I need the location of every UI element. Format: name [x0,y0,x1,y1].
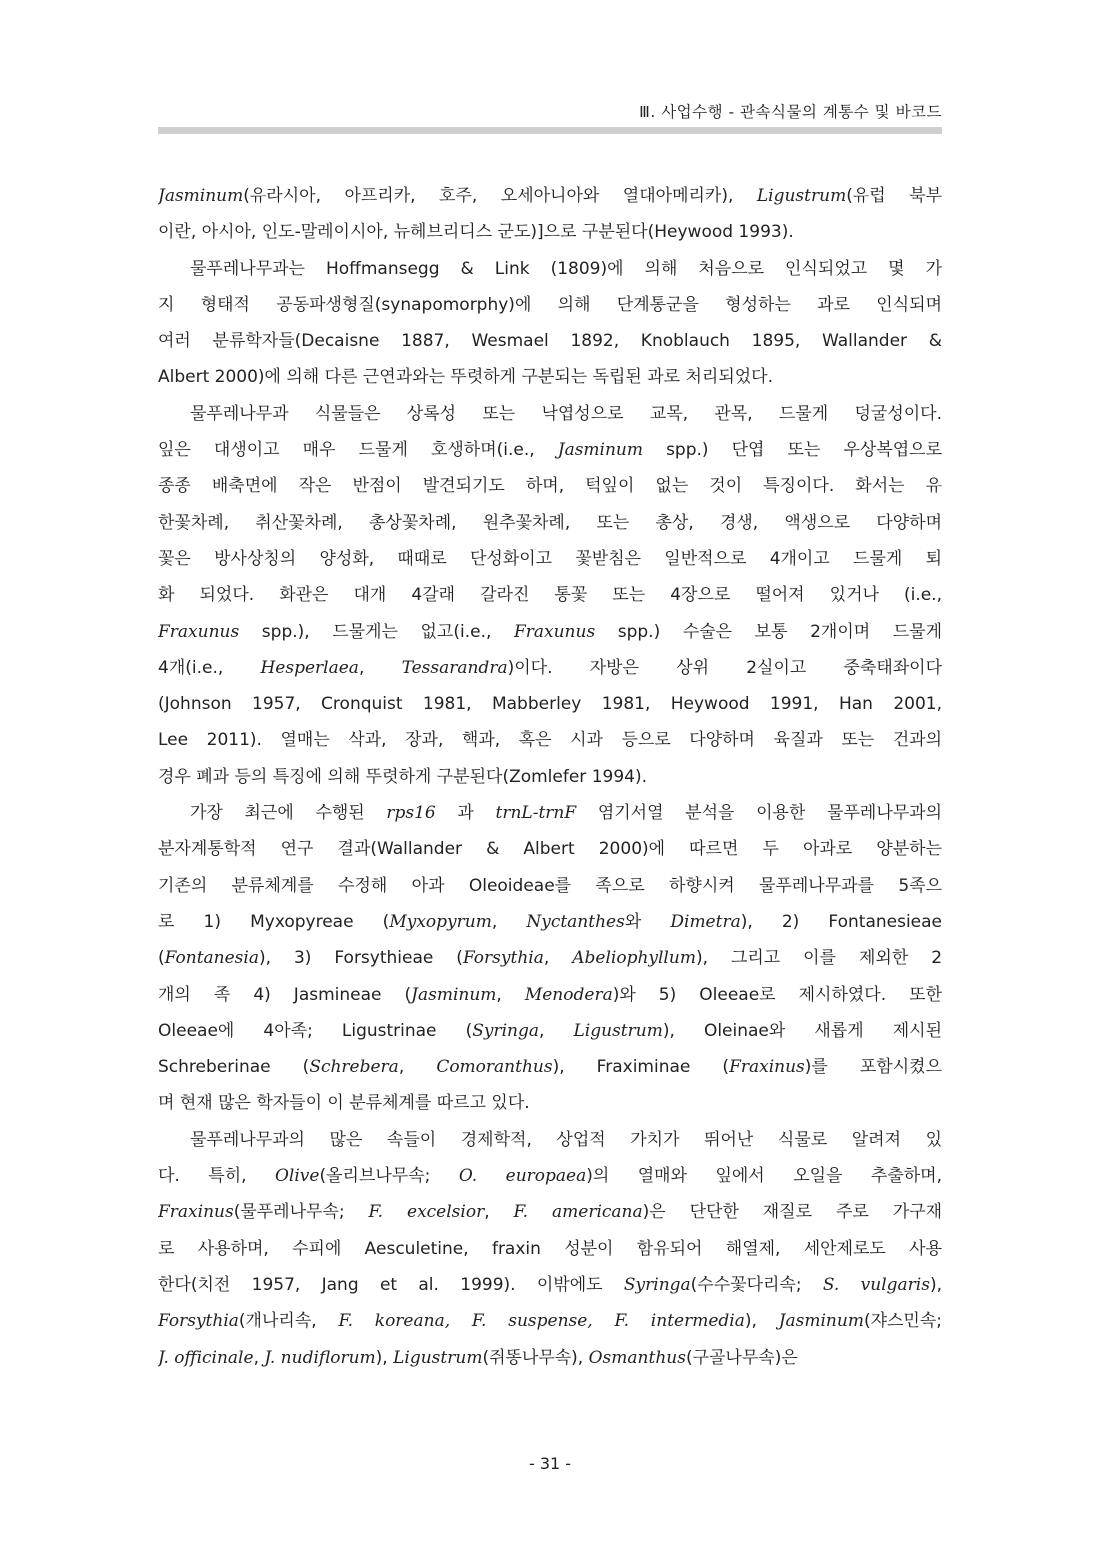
text-run: 이란, 아시아, 인도-말레이시아, 뉴헤브리디스 군도)]으로 구분된다(Heywood 1993). [158,222,794,243]
text-run: Oleeae에 4아족; Ligustrinae ( [158,1020,473,1041]
italic-taxon: Abeliophyllum [572,948,696,969]
text-line [158,1049,942,1085]
paragraph [158,251,942,396]
text-line [158,323,942,359]
text-run: ), 2) Fontanesieae [740,911,942,932]
text-line [158,1085,942,1121]
text-run: 며 현재 많은 학자들이 이 분류체계를 따르고 있다. [158,1093,530,1114]
text-run: , [496,984,525,1005]
italic-taxon: Jasminum [557,440,643,461]
text-run: 4개(i.e., [158,657,261,678]
text-line [158,287,942,323]
italic-taxon: Fraxinus [158,1202,234,1223]
text-line [158,904,942,940]
text-run: Schreberinae ( [158,1057,310,1078]
text-run: 물푸레나무과 식물들은 상록성 또는 낙엽성으로 교목, 관목, 드물게 덩굴성이다. [190,403,942,424]
text-run: ), 3) Forsythieae ( [258,948,463,969]
text-run: 꽃은 방사상칭의 양성화, 때때로 단성화이고 꽃받침은 일반적으로 4개이고 드물게 퇴 [158,548,942,569]
text-run: 와 [624,911,671,932]
italic-taxon: O. europaea [458,1166,587,1187]
text-run: )와 5) Oleeae로 제시하였다. 또한 [612,984,942,1005]
text-run: (수수꽃다리속; [690,1274,823,1295]
text-run: 물푸레나무과의 많은 속들이 경제학적, 상업적 가치가 뛰어난 식물로 알려져 있 [190,1129,942,1150]
italic-taxon: Olive [275,1166,320,1187]
text-line [158,1340,942,1376]
text-run: ), Oleinae와 새롭게 제시된 [662,1020,942,1041]
text-run: ), [929,1274,942,1295]
text-run: , [539,1020,574,1041]
running-header: Ⅲ. 사업수행 - 관속식물의 계통수 및 바코드 [639,103,942,121]
text-run: 로 사용하며, 수피에 Aesculetine, fraxin 성분이 함유되어 해열제, 세안제로도 사용 [158,1238,942,1259]
text-line [158,686,942,722]
text-run: 개의 족 4) Jasmineae ( [158,984,412,1005]
text-run: ( [158,948,165,969]
text-run: 과 [435,803,496,824]
text-run: (유라시아, 아프리카, 호주, 오세아니아와 열대아메리카), [243,186,757,206]
italic-taxon: Fraxunus [513,621,596,642]
italic-taxon: Jasminum [158,186,244,206]
text-run: , [491,911,527,932]
italic-taxon: J. nudiflorum [264,1347,376,1368]
text-run: (개나리속, [238,1311,339,1332]
text-line [158,759,942,795]
italic-taxon: Comoranthus [436,1057,553,1078]
text-line [158,940,942,976]
text-line [158,1267,942,1303]
italic-taxon: Osmanthus [588,1347,686,1368]
italic-taxon: rps16 [386,803,436,824]
text-run: 로 1) Myxopyreae ( [158,911,390,932]
italic-taxon: F. koreana, F. suspense, F. intermedia [338,1311,745,1332]
paragraph [158,178,942,251]
page-number: - 31 - [528,1454,572,1473]
text-run: 다. 특히, [158,1166,275,1187]
text-run: 경우 폐과 등의 특징에 의해 뚜렷하게 구분된다(Zomlefer 1994). [158,766,647,787]
text-line [158,977,942,1013]
text-run: ), Fraximinae ( [552,1057,730,1078]
text-run: , [484,1202,514,1223]
italic-taxon: Schrebera [309,1057,399,1078]
text-run: )의 열매와 잎에서 오일을 추출하며, [586,1166,942,1187]
text-run: ), [744,1311,779,1332]
body-text [158,178,942,1376]
text-line [158,505,942,541]
text-run: Albert 2000)에 의해 다른 근연과와는 뚜렷하게 구분되는 독립된 과로 처리되었다. [158,367,774,388]
text-run: , [543,948,573,969]
italic-taxon: Tessarandra [401,657,508,678]
text-line [158,1303,942,1339]
text-run: 여러 분류학자들(Decaisne 1887, Wesmael 1892, Knoblauch 1895, Wallander & [158,331,942,352]
text-run: 기존의 분류체계를 수정해 아과 Oleoideae를 족으로 하향시켜 물푸레나무과를 5족으 [158,875,942,896]
text-line [158,214,942,250]
text-run: )이다. 자방은 상위 2실이고 중축태좌이다 [507,657,942,678]
italic-taxon: Menodera [524,984,613,1005]
text-line [158,795,942,831]
text-run: 지 형태적 공동파생형질(synapomorphy)에 의해 단계통군을 형성하는 과로 인식되며 [158,294,942,315]
text-line [158,1231,942,1267]
text-line [158,577,942,613]
italic-taxon: Fraxinus [729,1057,805,1078]
text-run: 가장 최근에 수행된 [190,803,387,824]
text-line [158,1013,942,1049]
paragraph [158,1122,942,1376]
text-run: spp.), 드물게는 없고(i.e., [239,621,514,642]
text-line [158,1194,942,1230]
text-run: , [398,1057,437,1078]
text-run: ), 그리고 이를 제외한 2 [695,948,942,969]
italic-taxon: Forsythia [462,948,544,969]
italic-taxon: Fraxunus [158,621,240,642]
text-run: )를 포함시켰으 [804,1057,942,1078]
text-run: Lee 2011). 열매는 삭과, 장과, 핵과, 혹은 시과 등으로 다양하며 육질과 또는 건과의 [158,730,942,751]
text-run: (Johnson 1957, Cronquist 1981, Mabberley 1981, Heywood 1991, Han 2001, [158,694,942,715]
text-run: 분자계통학적 연구 결과(Wallander & Albert 2000)에 따르면 두 아과로 양분하는 [158,839,942,860]
text-line [158,650,942,686]
text-run: , [358,657,402,678]
italic-taxon: Ligustrum [573,1020,663,1041]
text-line [158,251,942,287]
text-run: , [253,1347,265,1368]
italic-taxon: Dimetra [670,911,741,932]
italic-taxon: trnL-trnF [495,803,577,824]
text-line [158,1122,942,1158]
paragraph [158,795,942,1122]
text-run: ), [375,1347,394,1368]
italic-taxon: J. officinale [158,1347,254,1368]
text-line [158,359,942,395]
text-line [158,396,942,432]
italic-taxon: Syringa [472,1020,540,1041]
italic-taxon: Jasminum [778,1311,864,1332]
text-run: (유럽 북부 [846,186,942,206]
text-line [158,178,942,214]
italic-taxon: F. excelsior [368,1202,485,1223]
text-run: (쟈스민속; [863,1311,942,1332]
text-line [158,1158,942,1194]
text-line [158,468,942,504]
text-run: (구골나무속)은 [685,1347,798,1368]
text-run: 한다(치전 1957, Jang et al. 1999). 이밖에도 [158,1274,624,1295]
text-run: (물푸레나무속; [233,1202,369,1223]
text-run: )은 단단한 재질로 주로 가구재 [642,1202,942,1223]
italic-taxon: Myxopyrum [389,911,492,932]
italic-taxon: Jasminum [411,984,497,1005]
italic-taxon: Syringa [623,1274,691,1295]
italic-taxon: Nyctanthes [526,911,625,932]
text-line [158,831,942,867]
text-line [158,614,942,650]
italic-taxon: Ligustrum [756,186,847,206]
text-run: 종종 배축면에 작은 반점이 발견되기도 하며, 턱잎이 없는 것이 특징이다. 화서는 유 [158,476,942,497]
italic-taxon: S. vulgaris [822,1274,930,1295]
italic-taxon: Fontanesia [164,948,259,969]
header-rule [158,127,942,134]
text-run: 화 되었다. 화관은 대개 4갈래 갈라진 통꽃 또는 4장으로 떨어져 있거나 (i.e., [158,585,942,606]
italic-taxon: F. americana [513,1202,643,1223]
text-line [158,868,942,904]
text-run: (쥐똥나무속), [482,1347,589,1368]
paragraph [158,396,942,795]
italic-taxon: Forsythia [158,1311,239,1332]
italic-taxon: Ligustrum [393,1347,483,1368]
text-line [158,722,942,758]
italic-taxon: Hesperlaea [260,657,359,678]
text-line [158,432,942,468]
text-run: spp.) 수술은 보통 2개이며 드물게 [595,621,942,642]
text-run: 한꽃차례, 취산꽃차례, 총상꽃차례, 원추꽃차례, 또는 총상, 경생, 액생으로 다양하며 [158,512,942,533]
text-run: 물푸레나무과는 Hoffmansegg & Link (1809)에 의해 처음으로 인식되었고 몇 가 [190,258,942,279]
text-run: spp.) 단엽 또는 우상복엽으로 [643,440,942,461]
text-run: (올리브나무속; [319,1166,459,1187]
text-run: 잎은 대생이고 매우 드물게 호생하며(i.e., [158,440,558,461]
text-run: 염기서열 분석을 이용한 물푸레나무과의 [576,803,942,824]
text-line [158,541,942,577]
